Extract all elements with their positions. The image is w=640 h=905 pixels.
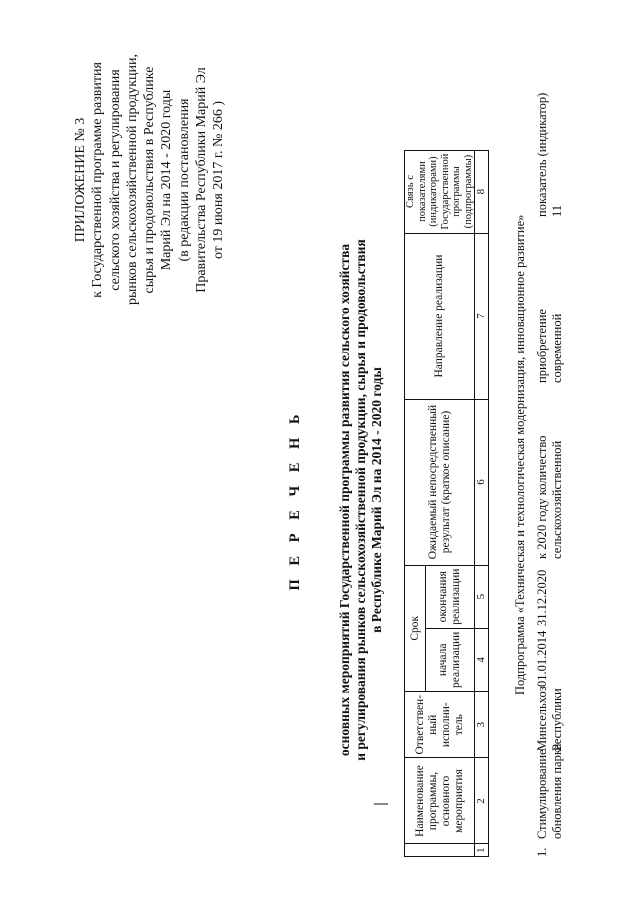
column-number: 8 [475,150,489,233]
row-direction-line: приобретение [535,309,549,383]
appendix-line: сельского хозяйства и регулирования [107,69,123,291]
appendix-block [72,55,228,305]
row-executor-line: Минсельхоз [535,686,549,751]
row-direction-line: современной [549,313,564,383]
title-line: в Республике Марий Эл на 2014 - 2020 годы [369,367,384,633]
subprogram-title: Подпрограмма «Техническая и технологическая модернизация, инновационное развитие» [513,214,527,695]
appendix-line: сырья и продовольствия в Республике [142,66,158,294]
header-start: начала реализации [426,628,475,691]
column-number: 3 [475,691,489,758]
header-executor: Ответствен-ный исполни-тель [405,691,475,758]
row-link-line: 11 [549,204,564,217]
appendix-line: (в редакции постановления [176,98,192,262]
column-number: 4 [475,628,489,691]
document-title [287,185,385,815]
title-line: и регулирования рынков сельскохозяйственной продукции, сырья и продовольствия [353,239,368,761]
appendix-line: Правительства Республики Марий Эл [194,67,210,293]
appendix-line: к Государственной программе развития [90,62,106,298]
row-name-line: обновления парка [549,743,564,839]
header-result: Ожидаемый непосредственный результат (краткое описание) [405,399,475,565]
title-line: основных мероприятий Государственной программы развития сельского хозяйства [337,243,352,757]
header-num-cell [405,844,475,857]
row-result-line: сельскохозяйственной [549,440,564,559]
row-name [535,744,564,839]
header-term: Срок [405,565,426,691]
row-end-date: 31.12.2020 [535,569,549,626]
column-number: 2 [475,758,489,844]
appendix-line: рынков сельскохозяйственной продукции, [124,54,140,305]
row-number: 1. [535,847,549,857]
row-name-line: Стимулирование [535,749,549,839]
appendix-line: от 19 июня 2017 г. № 266 ) [211,101,227,259]
scan-mark [374,804,388,806]
header-name: Наименование программы, основного мероприятия [405,758,475,844]
column-number: 7 [475,233,489,399]
row-executor-line: Республики [549,688,564,751]
appendix-line: Марий Эл на 2014 - 2020 годы [159,89,175,271]
header-end: окончания реализации [426,565,475,628]
measures-table [404,150,489,857]
column-number: 1 [475,844,489,857]
row-result [535,436,564,559]
row-result-line: к 2020 году количество [535,435,549,559]
row-link-line: показатель (индикатор) [535,92,549,217]
title-heading: П Е Р Е Ч Е Н Ь [287,409,303,591]
column-number: 6 [475,399,489,565]
header-direction: Направление реализации [405,233,475,399]
column-number: 5 [475,565,489,628]
row-start-date: 01.01.2014 [535,630,549,687]
row-link [535,93,564,217]
row-direction [535,309,564,383]
header-link: Связь с показателями (индикаторами) Государственной программы (подпрограммы) [405,150,475,233]
row-executor [535,686,564,751]
appendix-line: ПРИЛОЖЕНИЕ № 3 [73,117,88,243]
